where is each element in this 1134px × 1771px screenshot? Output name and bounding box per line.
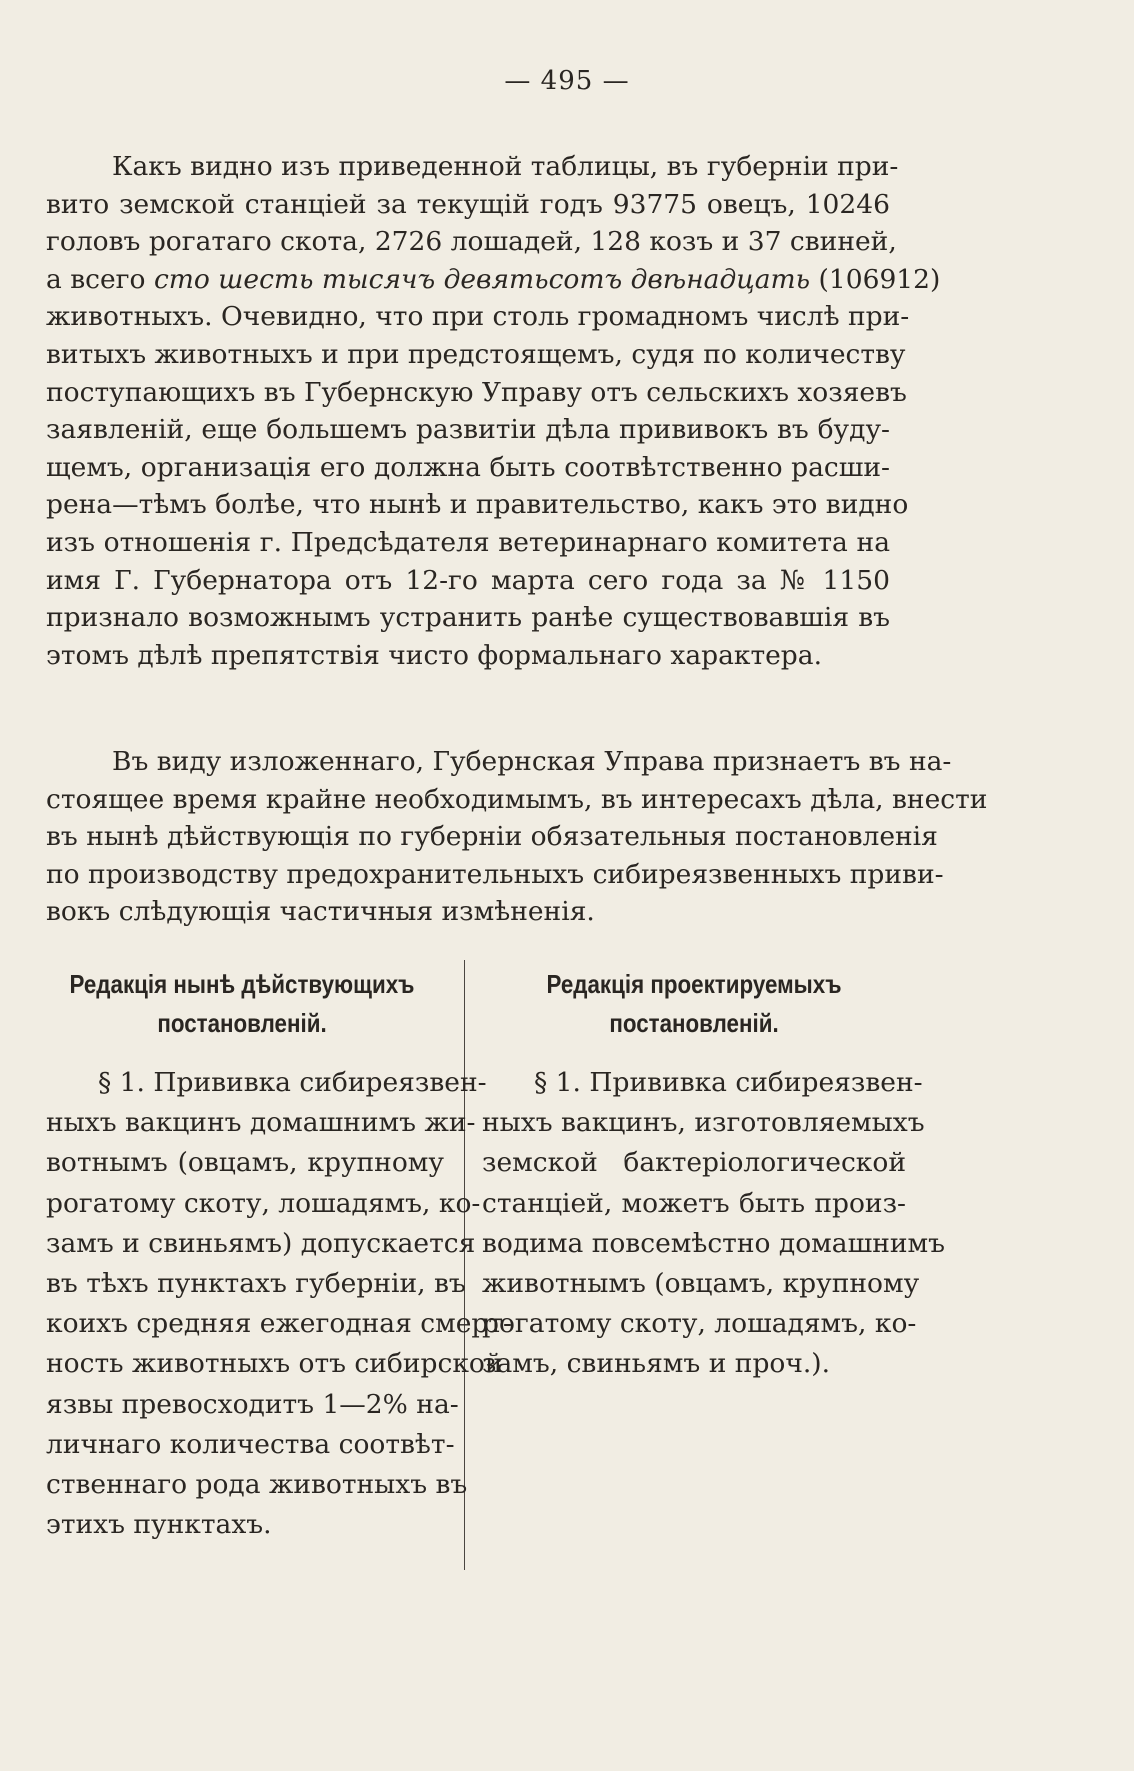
heading-line: Редакція проектируемыхъ <box>546 969 842 999</box>
column-line: ныхъ вакцинъ, изготовляемыхъ <box>482 1107 925 1139</box>
column-line: въ тѣхъ пунктахъ губерніи, въ <box>46 1268 466 1300</box>
column-line: вотнымъ (овцамъ, крупному <box>46 1147 444 1179</box>
column-line: рогатому скоту, лошадямъ, ко- <box>46 1187 481 1219</box>
paragraph-table-summary <box>46 148 941 674</box>
column-line: коихъ средняя ежегодная смерт- <box>46 1308 512 1340</box>
text-line: заявленій, еще большемъ развитіи дѣла прививокъ въ буду- <box>46 414 890 446</box>
column-line: станціей, можетъ быть произ- <box>482 1187 906 1219</box>
text-line-emphasis <box>46 261 941 299</box>
text-line: этомъ дѣлѣ препятствія чисто формальнаго характера. <box>46 639 822 671</box>
column-line: замъ и свиньямъ) допускается <box>46 1227 476 1259</box>
column-line: ныхъ вакцинъ домашнимъ жи- <box>46 1107 476 1139</box>
text-line: по производству предохранительныхъ сибиреязвенныхъ приви- <box>46 858 944 890</box>
column-line: замъ, свиньямъ и проч.). <box>482 1348 831 1380</box>
column-line: ственнаго рода животныхъ въ <box>46 1469 468 1501</box>
left-column-text <box>46 1063 512 1545</box>
column-line: язвы превосходитъ 1—2% на- <box>46 1388 459 1420</box>
column-line: ность животныхъ отъ сибирской <box>46 1348 503 1380</box>
column-line: рогатому скоту, лошадямъ, ко- <box>482 1308 917 1340</box>
page-number: — 495 — <box>504 66 630 96</box>
text-line: Въ виду изложеннаго, Губернская Управа признаетъ въ на- <box>112 746 952 777</box>
text-line: вокъ слѣдующія частичныя измѣненія. <box>46 896 595 928</box>
text-line: въ нынѣ дѣйствующія по губерніи обязательныя постановленія <box>46 821 938 853</box>
heading-line: постановленій. <box>157 1008 327 1038</box>
text-fragment: (106912) <box>818 263 941 295</box>
text-line: головъ рогатаго скота, 2726 лошадей, 128 козъ и 37 свиней, <box>46 226 897 258</box>
column-line: этихъ пунктахъ. <box>46 1509 272 1541</box>
heading-line: постановленій. <box>609 1008 779 1038</box>
heading-line: Редакція нынѣ дѣйствующихъ <box>69 969 415 999</box>
right-column-heading <box>507 965 882 1043</box>
column-line: животнымъ (овцамъ, крупному <box>482 1268 920 1300</box>
column-line: водима повсемѣстно домашнимъ <box>482 1227 945 1259</box>
column-line: § 1. Прививка сибиреязвен- <box>98 1067 487 1098</box>
text-line: витыхъ животныхъ и при предстоящемъ, судя по количеству <box>46 338 906 370</box>
text-line: щемъ, организація его должна быть соотвѣтственно расши- <box>46 451 890 483</box>
paragraph-proposal-intro <box>46 743 988 931</box>
text-line: животныхъ. Очевидно, что при столь громадномъ числѣ при- <box>46 301 910 333</box>
column-line: земской бактеріологической <box>482 1147 906 1179</box>
text-line: Какъ видно изъ приведенной таблицы, въ губерніи при- <box>112 151 899 182</box>
text-line: имя Г. Губернатора отъ 12-го марта сего года за № 1150 <box>46 564 890 596</box>
left-column-heading <box>55 965 430 1043</box>
text-fragment: а всего <box>46 263 146 295</box>
column-line: § 1. Прививка сибиреязвен- <box>534 1067 923 1098</box>
text-line: признало возможнымъ устранить ранѣе существовавшія въ <box>46 602 890 634</box>
text-line: поступающихъ въ Губернскую Управу отъ сельскихъ хозяевъ <box>46 376 907 408</box>
right-column-text <box>482 1063 945 1385</box>
text-line: рена—тѣмъ болѣе, что нынѣ и правительство, какъ это видно <box>46 489 909 521</box>
text-line: изъ отношенія г. Предсѣдателя ветеринарнаго комитета на <box>46 526 890 558</box>
emphasized-total: сто шесть тысячъ девятьсотъ двѣнадцать <box>153 263 811 295</box>
column-line: личнаго количества соотвѣт- <box>46 1428 455 1460</box>
text-line: стоящее время крайне необходимымъ, въ интересахъ дѣла, внести <box>46 783 988 815</box>
text-line: вито земской станціей за текущій годъ 93775 овецъ, 10246 <box>46 188 890 220</box>
